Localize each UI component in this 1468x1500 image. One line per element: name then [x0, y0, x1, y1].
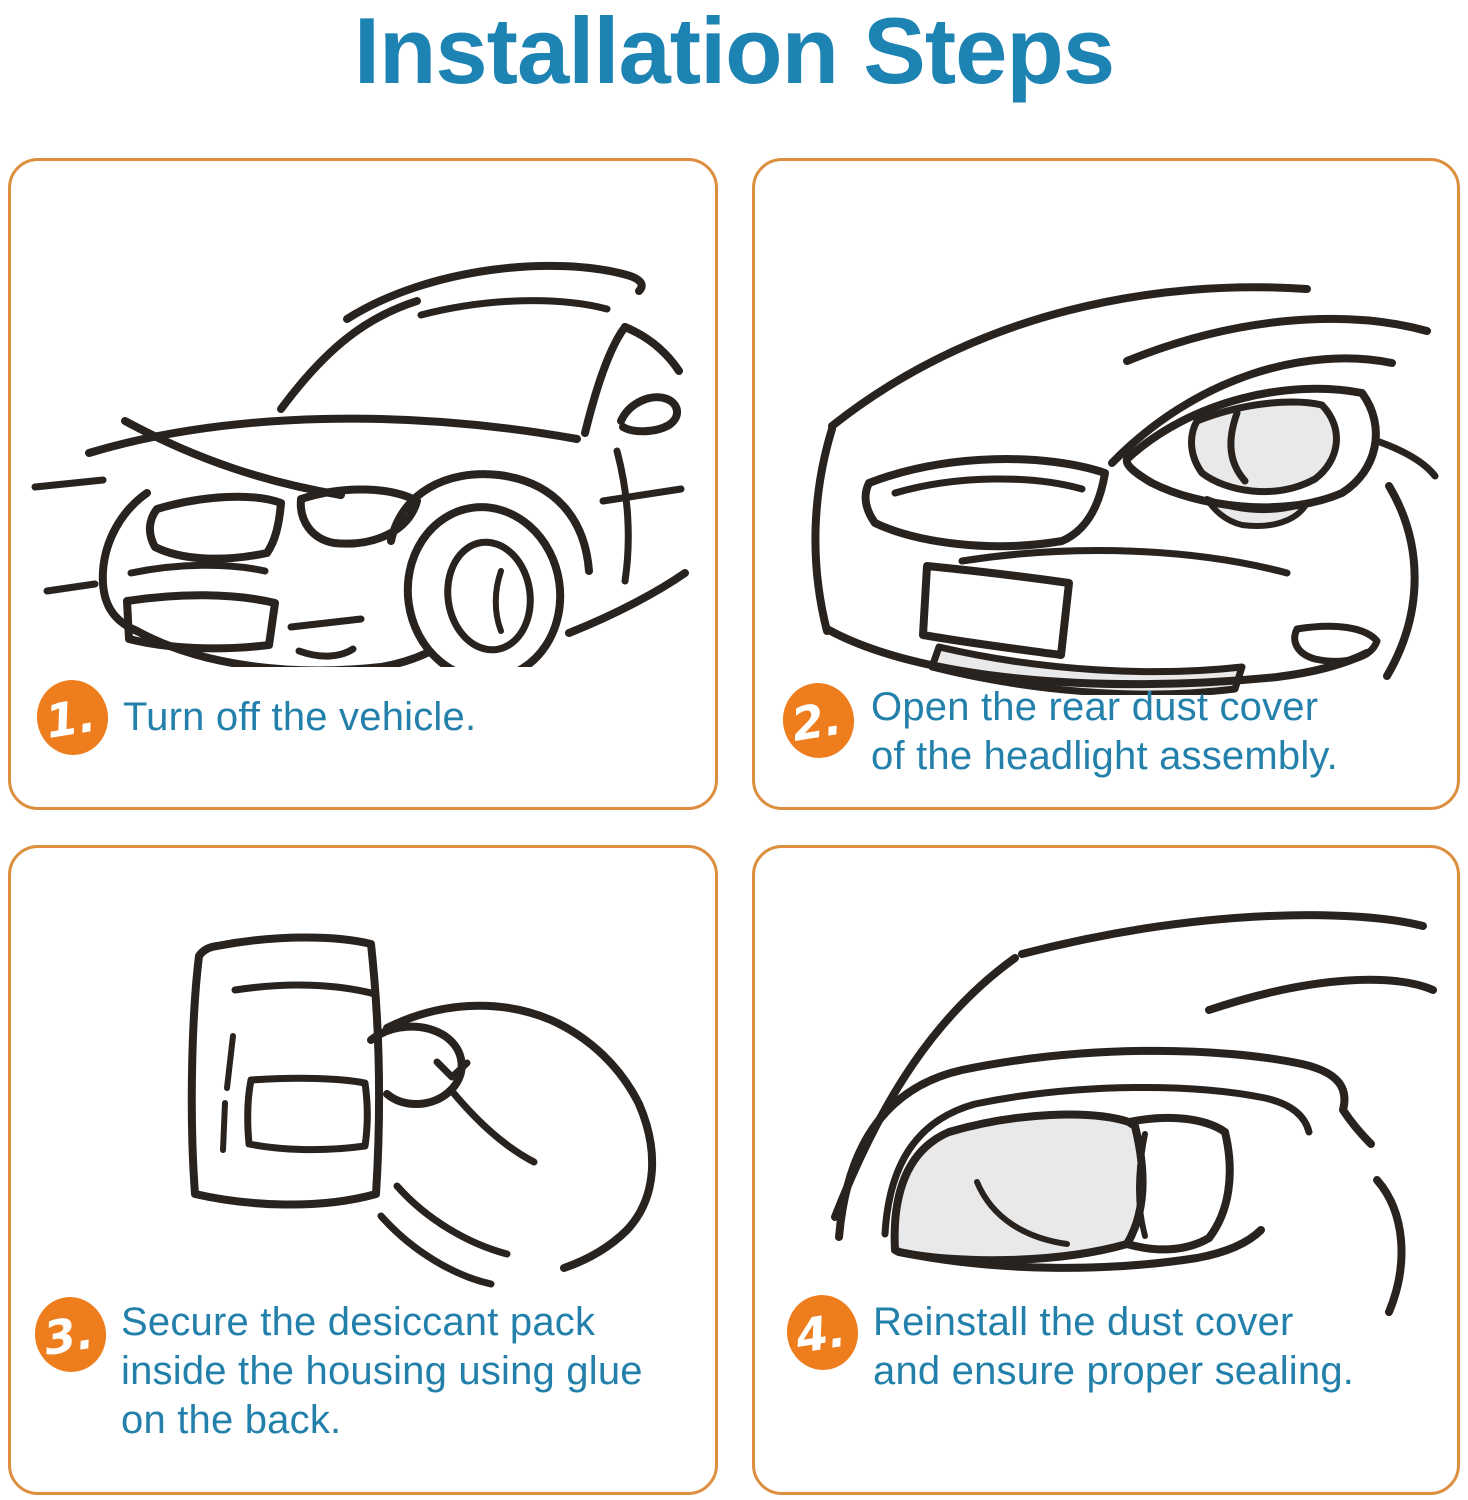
step-panel-1	[8, 158, 718, 810]
car-front-illustration	[777, 233, 1439, 695]
step-line: of the headlight assembly.	[871, 734, 1338, 778]
step-line: Secure the desiccant pack	[121, 1300, 596, 1344]
step-line: Reinstall the dust cover	[873, 1300, 1294, 1344]
step-panel-2	[752, 158, 1460, 810]
headlight-assembly-illustration	[777, 884, 1439, 1316]
step-line: inside the housing using glue	[121, 1349, 643, 1393]
step-line: and ensure proper sealing.	[873, 1349, 1355, 1393]
desiccant-pack-hand-illustration	[139, 900, 683, 1294]
step-line: Turn off the vehicle.	[123, 695, 477, 739]
step-description	[871, 683, 1338, 781]
step-description	[873, 1298, 1354, 1396]
step-number-badge: 3.	[30, 1292, 112, 1377]
step-description	[121, 1298, 643, 1445]
step-description	[123, 693, 476, 742]
step-line: Open the rear dust cover	[871, 685, 1319, 729]
car-side-illustration	[29, 243, 693, 667]
page-title: Installation Steps	[353, 0, 1115, 103]
step-line: on the back.	[121, 1398, 342, 1442]
step-panel-3	[8, 845, 718, 1495]
step-number-badge: 2.	[778, 678, 860, 763]
step-panel-4	[752, 845, 1460, 1495]
step-number-badge: 1.	[32, 675, 114, 760]
step-number-badge: 4.	[782, 1290, 864, 1375]
